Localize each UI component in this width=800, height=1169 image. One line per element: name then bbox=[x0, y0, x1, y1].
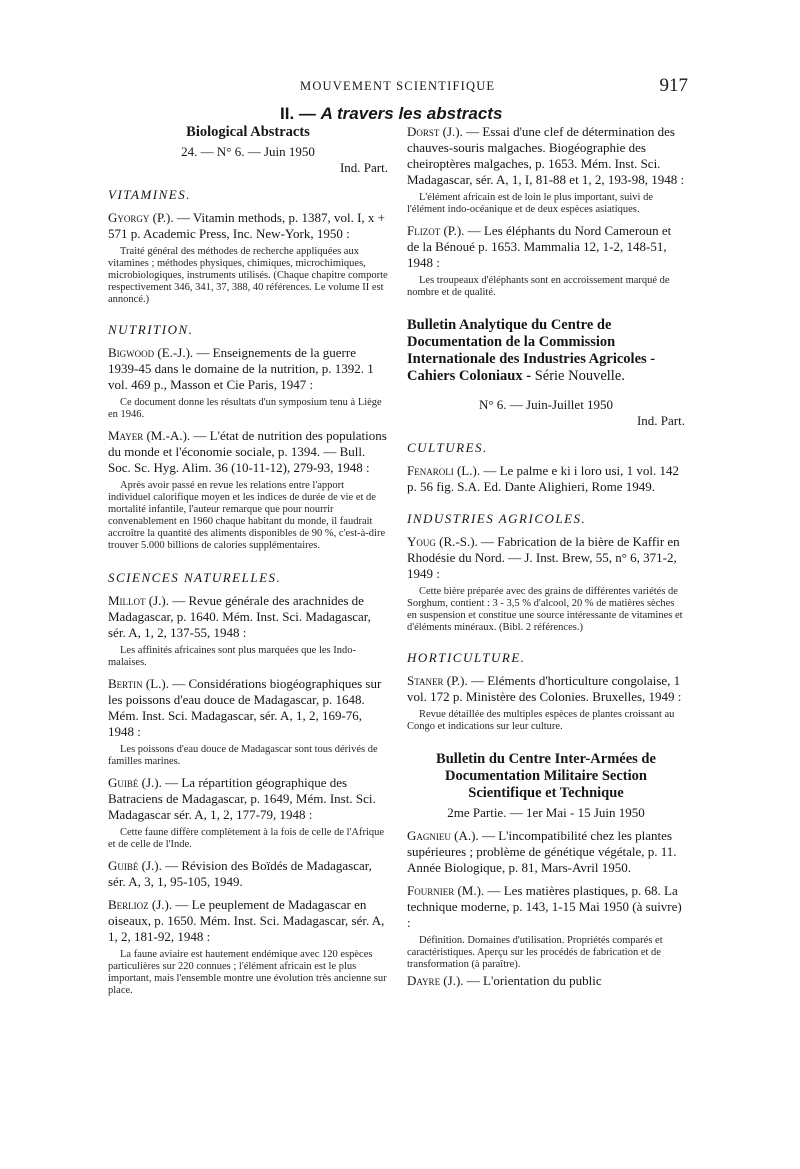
entry-text: — Révision des Boïdés de Madagascar, sér. A, 3, 1, 95-105, 1949. bbox=[108, 858, 372, 889]
part-note: Ind. Part. bbox=[339, 160, 388, 175]
entry-author: Bigwood (E.-J.). bbox=[108, 345, 194, 360]
entry-author: Millot (J.). bbox=[108, 593, 170, 608]
entry-guibe-1 bbox=[108, 775, 388, 823]
entry-author: Flizot (P.). bbox=[407, 223, 465, 238]
entry-note: Ce document donne les résultats d'un symposium tenu à Liège en 1946. bbox=[108, 397, 382, 420]
entry-bigwood bbox=[108, 345, 388, 393]
entry-text: — Enseignements de la guerre 1939-45 dans le domaine de la nutrition, p. 1392. 1 vol. 469 p., Masson et Cie Paris, 1947 : bbox=[108, 345, 374, 392]
entry-bertin bbox=[108, 676, 388, 740]
entry-fournier bbox=[407, 883, 685, 931]
entry-millot bbox=[108, 593, 388, 641]
entry-text: — Le palme e ki i loro usi, 1 vol. 142 p. 56 fig. S.A. Ed. Dante Alighieri, Rome 1949. bbox=[407, 463, 680, 494]
section-title bbox=[280, 104, 502, 124]
entry-gyorgy bbox=[108, 210, 388, 242]
entry-author: Bertin (L.). bbox=[108, 676, 169, 691]
entry-note: Traité général des méthodes de recherche appliquées aux vitamines ; méthodes physiques, chimiques, microchimiques, microbiologiques, instruments utilisés. (Chaque chapitre comporte respectivement 346, 341, 37, 388, 40 références. Le volume II est annoncé.) bbox=[108, 246, 388, 305]
entry-dayre bbox=[407, 973, 685, 989]
entry-text: — Vitamin methods, p. 1387, vol. I, x + 571 p. Academic Press, Inc. New-York, 1950 : bbox=[108, 210, 386, 241]
left-column bbox=[108, 124, 388, 997]
entry-author: Dorst (J.). bbox=[407, 124, 463, 139]
entry-text: — Les matières plastiques, p. 68. La technique moderne, p. 143, 1-15 Mai 1950 (à suivre) : bbox=[407, 883, 682, 930]
section-number: II. — bbox=[280, 104, 316, 123]
entry-text: — Essai d'une clef de détermination des chauves-souris malgaches. Biogéographie des cheiroptères malgaches, p. 1653. Mém. Inst. Sci. Madagascar, sér. A, 1, I, 81-88 et 1, 2, 193-98, 1948 : bbox=[407, 124, 685, 187]
entry-note: La faune aviaire est hautement endémique avec 120 espèces particulières sur 220 connues ; l'élément africain est le plus important, mais l'ensemble montre une évolution très ancienne sur place. bbox=[108, 949, 387, 996]
entry-text: — La répartition géographique des Batraciens de Madagascar, p. 1649, Mém. Inst. Sci. Madagascar sér. A, 1, 2, 177-79, 1948 : bbox=[108, 775, 376, 822]
entry-mayer bbox=[108, 428, 388, 476]
entry-text: — Les éléphants du Nord Cameroun et de la Bénoué p. 1653. Mammalia 12, 1-2, 148-51, 1948 : bbox=[407, 223, 672, 270]
entry-note: Les poissons d'eau douce de Madagascar sont tous dérivés de familles marines. bbox=[108, 744, 378, 767]
source-issue: 24. — N° 6. — Juin 1950 bbox=[181, 144, 315, 159]
entry-text: — Le peuplement de Madagascar en oiseaux, p. 1650. Mém. Inst. Sci. Madagascar, sér. A, 1, 2, 181-92, 1948 : bbox=[108, 897, 385, 944]
entry-guibe-2 bbox=[108, 858, 388, 890]
entry-text: — Revue générale des arachnides de Madagascar, p. 1640. Mém. Inst. Sci. Madagascar, sér. A, 1, 2, 137-55, 1948 : bbox=[108, 593, 371, 640]
entry-author: Youg (R.-S.). bbox=[407, 534, 478, 549]
rubric-nutrition: NUTRITION. bbox=[108, 322, 194, 337]
source-block-2 bbox=[407, 317, 685, 429]
entry-text: — Fabrication de la bière de Kaffir en Rhodésie du Nord. — J. Inst. Brew, 55, n° 6, 371-2, 1949 : bbox=[407, 534, 680, 581]
entry-author: Dayre (J.). bbox=[407, 973, 464, 988]
entry-note: Cette bière préparée avec des grains de différentes variétés de Sorghum, contient : 3 - 3,5 % d'alcool, 20 % de matières sèches en suspension et constitue une source intéressante de vitamines et d'éléments minéraux. (Bibl. 2 références.) bbox=[407, 586, 683, 633]
entry-text: — L'incompatibilité chez les plantes supérieures ; problème de génétique végétale, p. 11. Année Biologique, p. 81, Mars-Avril 1950. bbox=[407, 828, 677, 875]
entry-gagnieu bbox=[407, 828, 685, 876]
entry-note: Revue détaillée des multiples espèces de plantes croissant au Congo et indications sur leur culture. bbox=[407, 709, 675, 732]
entry-author: Gagnieu (A.). bbox=[407, 828, 479, 843]
source-issue: 2me Partie. — 1er Mai - 15 Juin 1950 bbox=[447, 805, 645, 820]
entry-fenaroli bbox=[407, 463, 685, 495]
entry-text: — Eléments d'horticulture congolaise, 1 vol. 172 p. Ministère des Colonies. Bruxelles, 1949 : bbox=[407, 673, 682, 704]
entry-author: Guibé (J.). bbox=[108, 775, 162, 790]
entry-text: — L'état de nutrition des populations du monde et l'économie sociale, p. 1394. — Bull. Soc. Sc. Hyg. Alim. 36 (10-11-12), 279-93, 1948 : bbox=[108, 428, 387, 475]
rubric-horticulture: HORTICULTURE. bbox=[407, 650, 526, 665]
entry-author: Mayer (M.-A.). bbox=[108, 428, 191, 443]
entry-berlioz bbox=[108, 897, 388, 945]
rubric-vitamines: VITAMINES. bbox=[108, 187, 191, 202]
entry-note: Après avoir passé en revue les relations entre l'apport individuel calorifique moyen et les indices de durée de vie et de mortalité infantile, l'auteur remarque que pour nourrir convenablement en 1960 chaque habitant du monde, il faudrait accroître la quantité des aliments disponibles de 90 %, c'est-à-dire trouver 5.000 billions de calories supplémentaires. bbox=[108, 480, 386, 551]
page-header bbox=[108, 75, 688, 99]
rubric-industries-agricoles: INDUSTRIES AGRICOLES. bbox=[407, 511, 587, 526]
source-block-3 bbox=[407, 751, 685, 821]
rubric-cultures: CULTURES. bbox=[407, 440, 488, 455]
source-title-tail: Série Nouvelle. bbox=[534, 368, 625, 384]
rubric-sciences-naturelles: SCIENCES NATURELLES. bbox=[108, 570, 282, 585]
entry-author: Staner (P.). bbox=[407, 673, 468, 688]
source-issue: N° 6. — Juin-Juillet 1950 bbox=[478, 397, 614, 412]
entry-flizot bbox=[407, 223, 685, 271]
source-title-main: Bulletin Analytique du Centre de Documentation de la Commission Internationale des Industries Agricoles - Cahiers Coloniaux - bbox=[407, 317, 656, 384]
entry-note: Cette faune diffère complètement à la fois de celle de l'Afrique et de celle de l'Inde. bbox=[108, 827, 385, 850]
entry-note: Définition. Domaines d'utilisation. Propriétés comparés et caractéristiques. Aperçu sur les procédés de fabrication et de transformation (à paraître). bbox=[407, 935, 663, 970]
entry-note: Les affinités africaines sont plus marquées que les Indo-malaises. bbox=[108, 645, 356, 668]
entry-text: — L'orientation du public bbox=[466, 973, 602, 988]
entry-author: Gyorgy (P.). bbox=[108, 210, 174, 225]
entry-author: Fenaroli (L.). bbox=[407, 463, 481, 478]
entry-dorst bbox=[407, 124, 685, 188]
entry-author: Fournier (M.). bbox=[407, 883, 485, 898]
right-column bbox=[407, 124, 685, 989]
page-number: 917 bbox=[659, 75, 688, 96]
entry-youg bbox=[407, 534, 685, 582]
source-title bbox=[407, 317, 685, 385]
entry-author: Guibé (J.). bbox=[108, 858, 162, 873]
entry-author: Berlioz (J.). bbox=[108, 897, 173, 912]
entry-note: Les troupeaux d'éléphants sont en accroissement marqué de nombre et de qualité. bbox=[407, 275, 670, 298]
source-title: Biological Abstracts bbox=[186, 124, 310, 140]
section-heading: A travers les abstracts bbox=[320, 104, 503, 123]
part-note: Ind. Part. bbox=[636, 413, 685, 428]
entry-note: L'élément africain est de loin le plus important, suivi de l'élément indo-océanique et de deux espèces asiatiques. bbox=[407, 192, 653, 215]
source-title: Bulletin du Centre Inter-Armées de Documentation Militaire Section Scientifique et Technique bbox=[436, 751, 656, 801]
running-head: MOUVEMENT SCIENTIFIQUE bbox=[300, 79, 496, 93]
entry-staner bbox=[407, 673, 685, 705]
entry-text: — Considérations biogéographiques sur les poissons d'eau douce de Madagascar, p. 1648. Mém. Inst. Sci. Madagascar, sér. A, 1, 2, 169-76, 1948 : bbox=[108, 676, 382, 739]
